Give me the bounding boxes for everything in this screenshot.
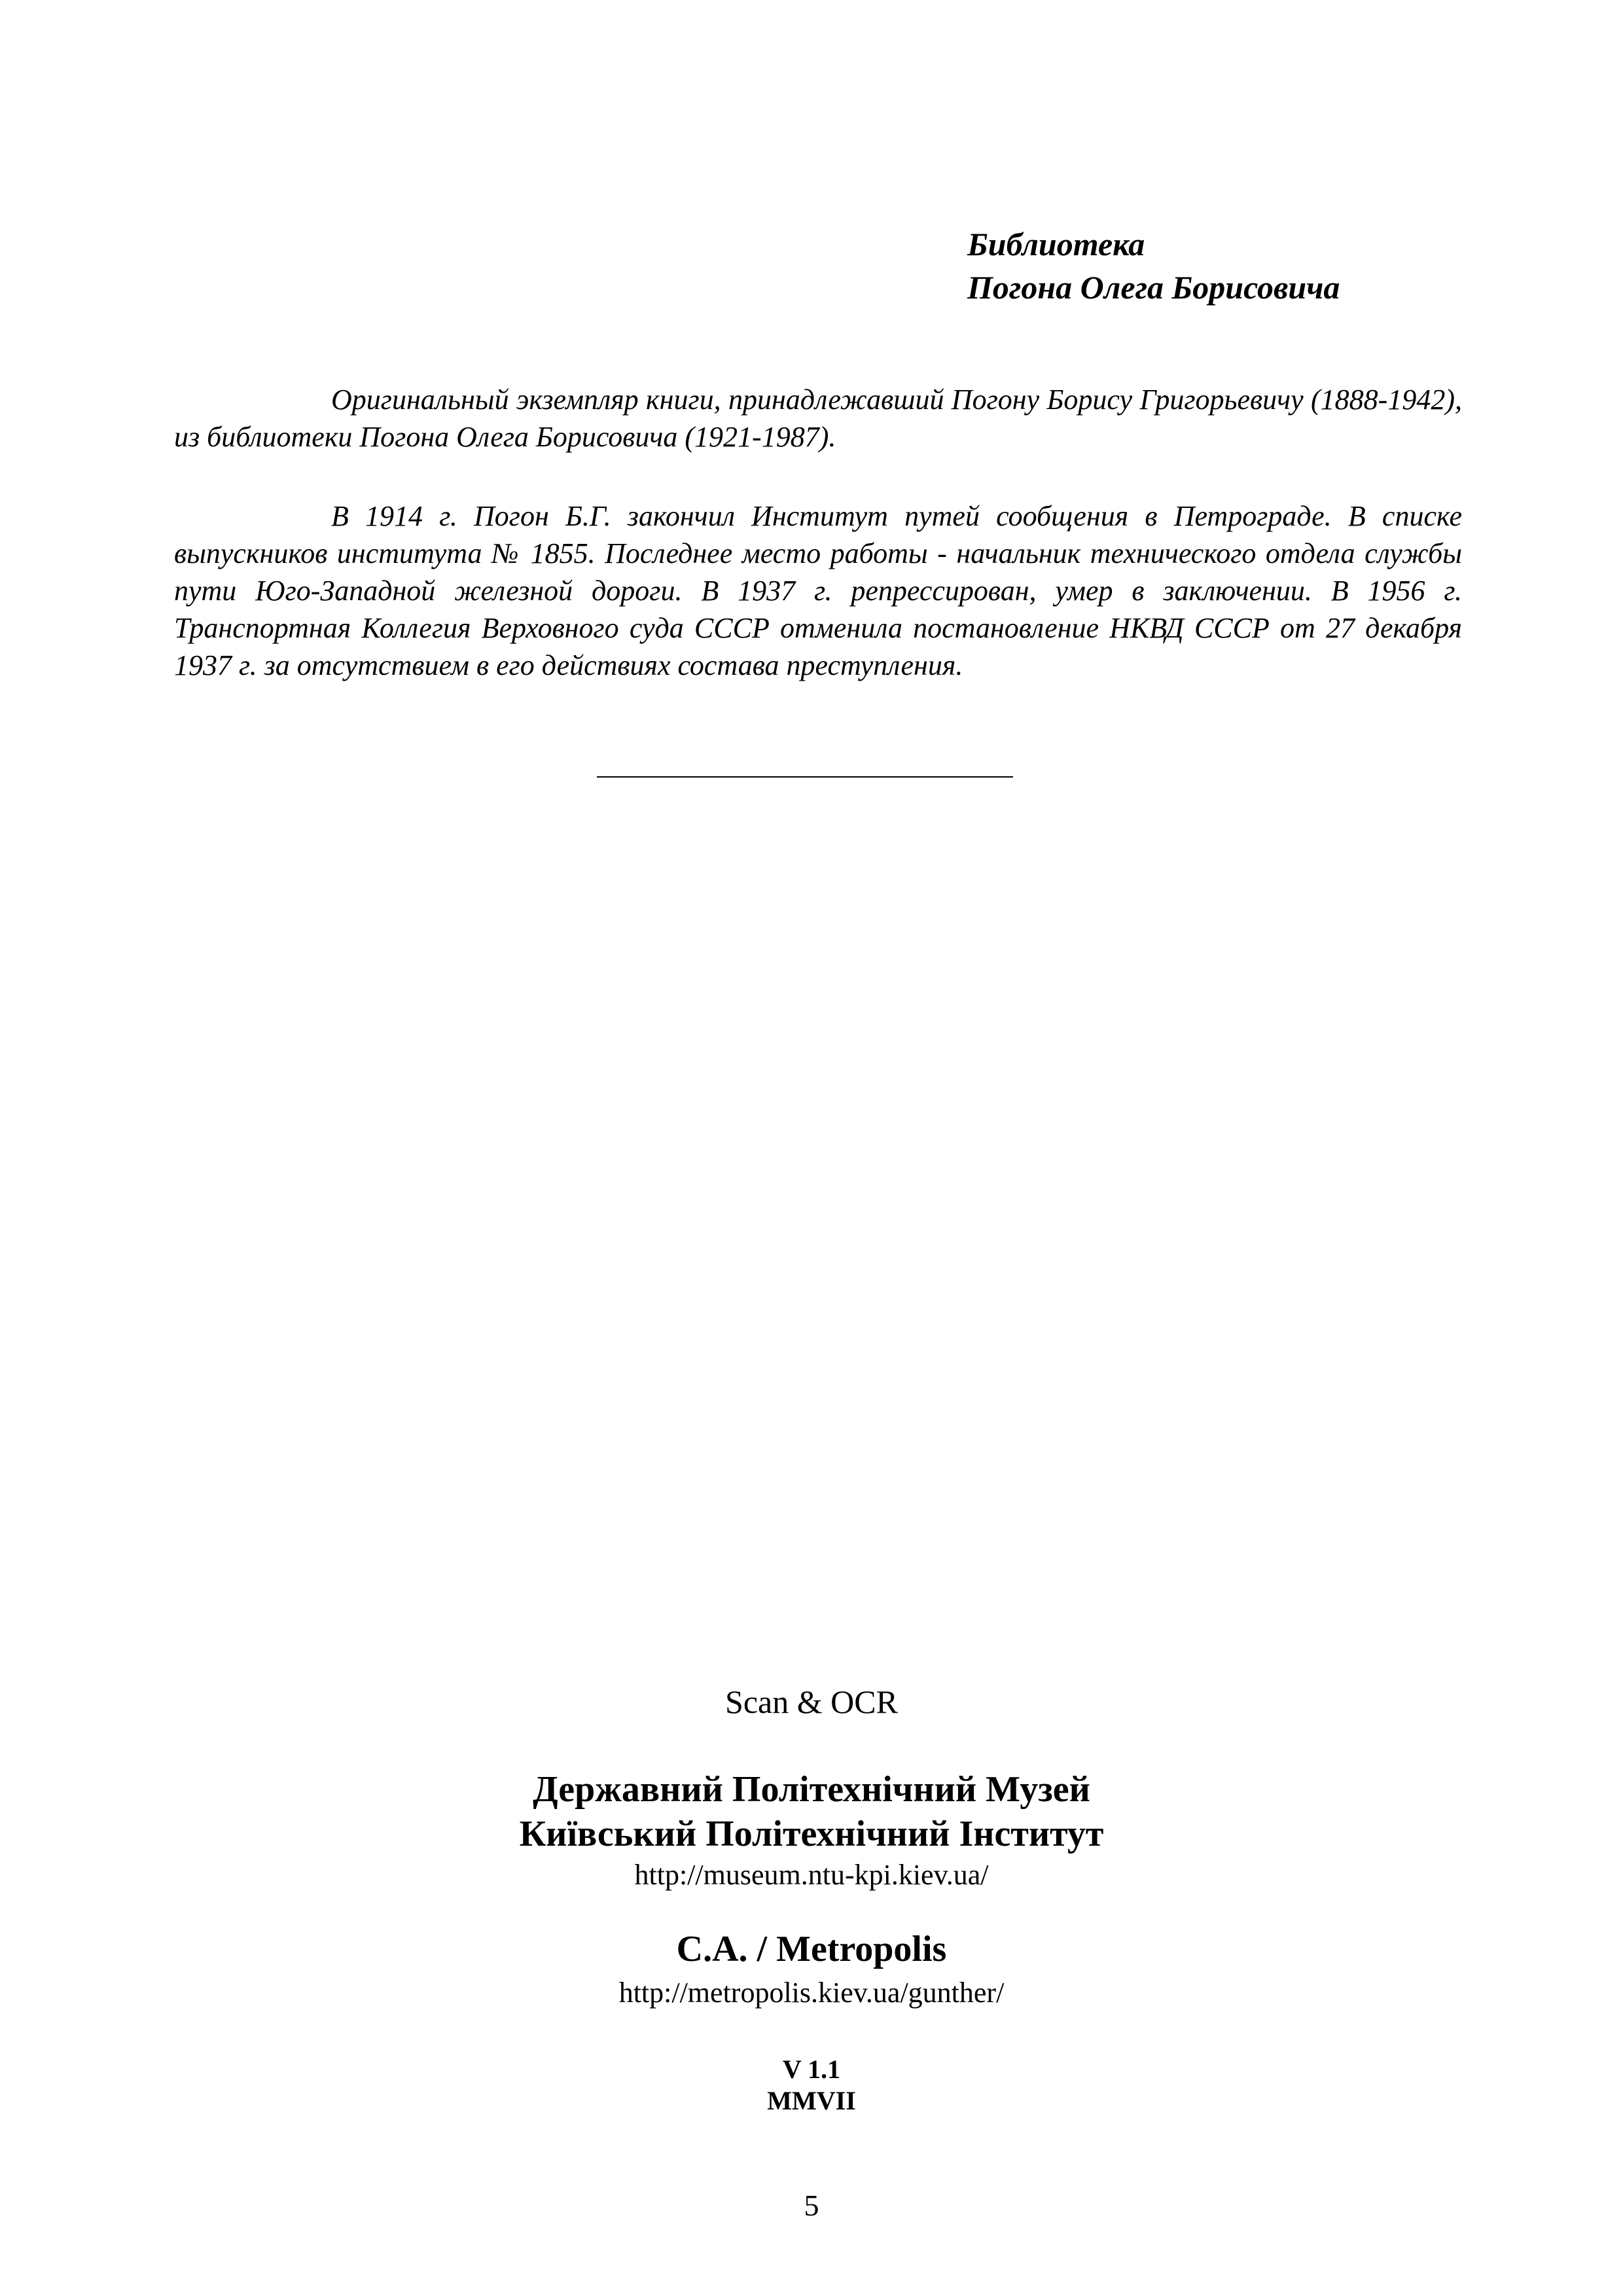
library-header [967, 223, 1340, 309]
metropolis-title: C.A. / Metropolis [676, 1929, 947, 1969]
section-divider [597, 776, 1013, 778]
metropolis-url: http://metropolis.kiev.ua/gunther/ [618, 1977, 1005, 2009]
version-year: MMVII [767, 2086, 856, 2115]
page-number: 5 [804, 2189, 819, 2222]
scan-ocr-label: Scan & OCR [725, 1683, 898, 1720]
biography-paragraph: В 1914 г. Погон Б.Г. закончил Институт путей сообщения в Петрограде. В списке выпускников института № 1855. Последнее место работы - начальник технического отдела службы пути Юго-Западной железной дороги. В 1937 г. репрессирован, умер в заключении. В 1956 г. Транспортная Коллегия Верховного суда СССР отменила постановление НКВД СССР от 27 декабря 1937 г. за отсутствием в его действиях состава преступления. [174, 500, 1462, 681]
version-info [0, 2054, 1623, 2117]
provenance-paragraph: Оригинальный экземпляр книги, принадлежавший Погону Борису Григорьевичу (1888-1942), из библиотеки Погона Олега Борисовича (1921-1987). [174, 384, 1462, 453]
museum-credit [0, 1767, 1623, 1856]
version-number: V 1.1 [782, 2054, 841, 2084]
museum-name: Державний Політехнічний Музей [533, 1769, 1090, 1810]
library-title: Библиотека [967, 226, 1145, 262]
museum-url: http://museum.ntu-kpi.kiev.ua/ [634, 1859, 989, 1891]
institute-name: Київський Політехнічний Інститут [519, 1814, 1104, 1854]
library-owner: Погона Олега Борисовича [967, 269, 1340, 306]
